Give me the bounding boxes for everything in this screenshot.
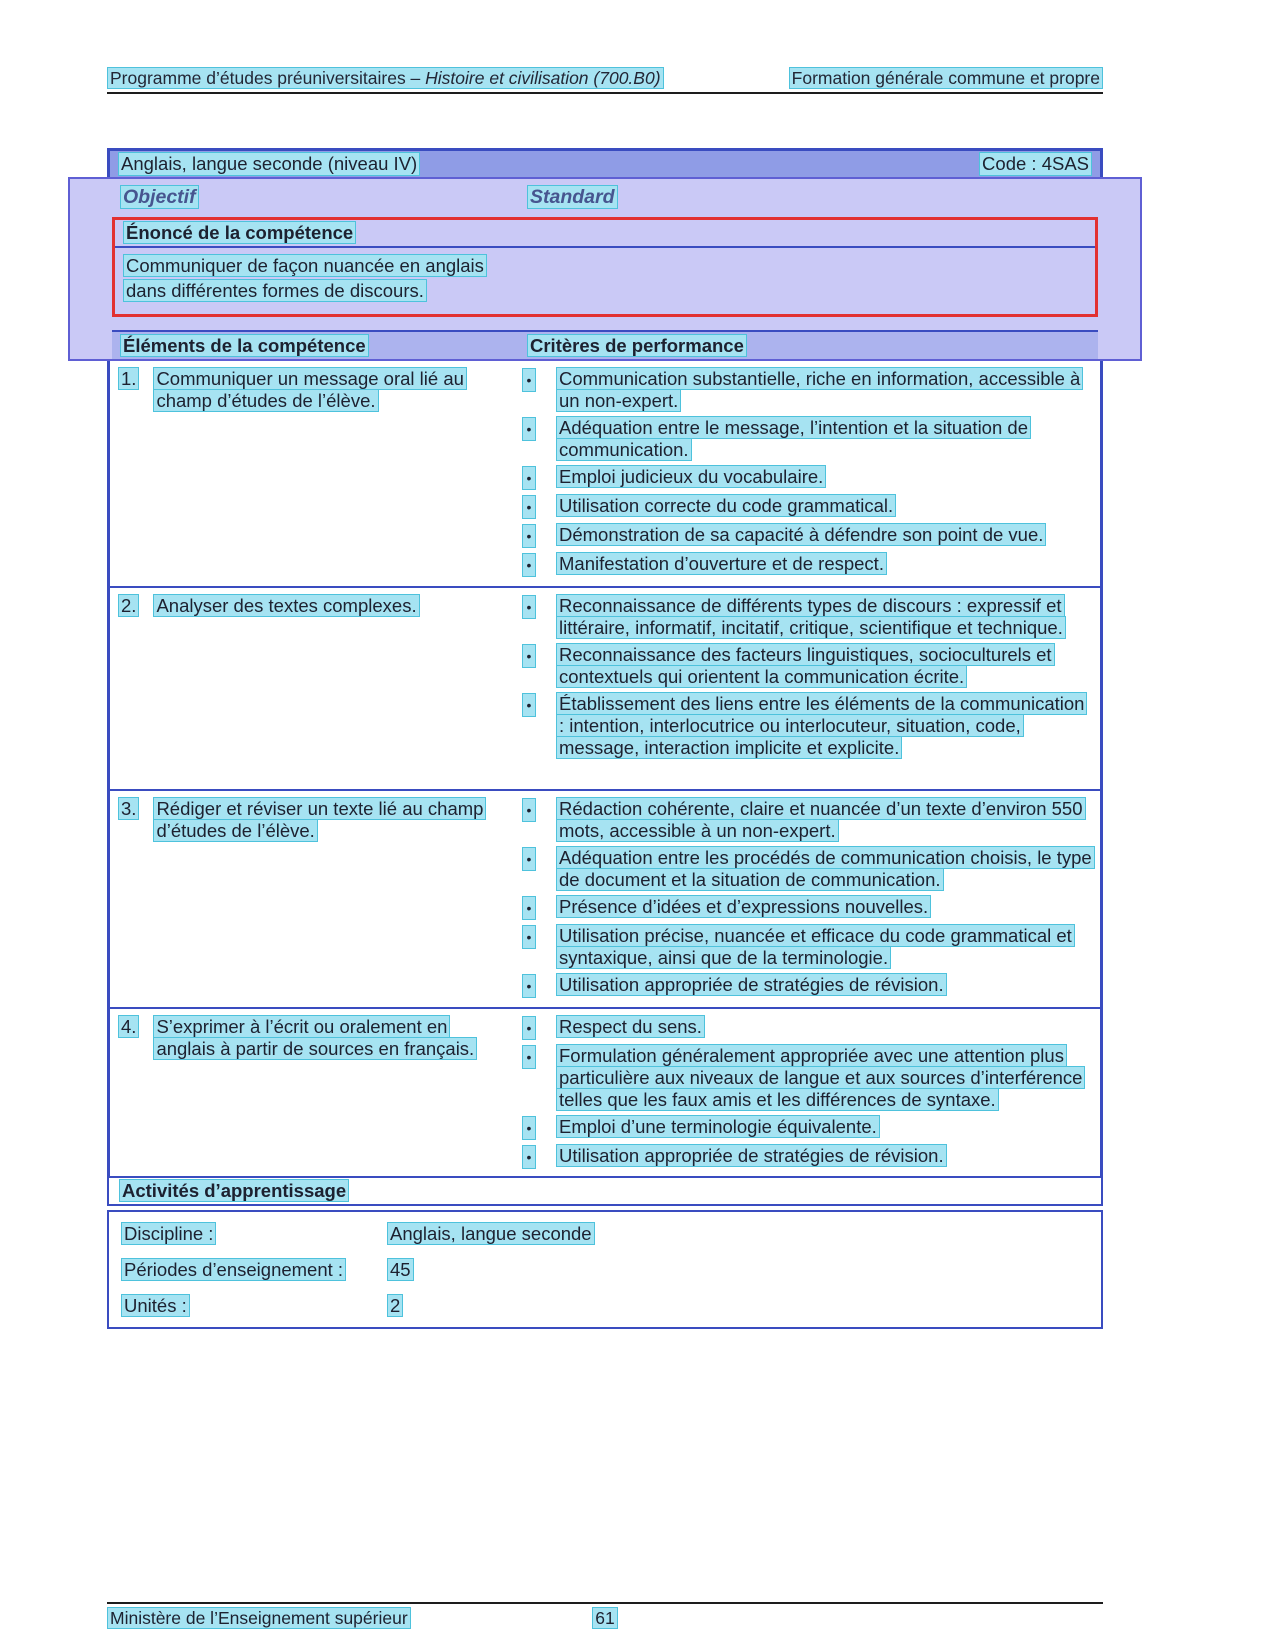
element-number: 3. — [118, 797, 139, 820]
element-cell — [110, 1016, 516, 1186]
criterion-text: Présence d’idées et d’expressions nouvelles. — [556, 895, 931, 918]
footer-text: Ministère de l’Enseignement supérieur — [107, 1607, 411, 1629]
bullet-icon: • — [522, 974, 536, 998]
page-number: 61 — [107, 1607, 1103, 1629]
activity-field-row — [121, 1259, 1089, 1281]
bullet-icon: • — [522, 466, 536, 490]
criterion-item — [516, 644, 1094, 688]
header-rule — [107, 92, 1103, 94]
bullet-icon: • — [522, 1016, 536, 1040]
footer-rule — [107, 1602, 1103, 1604]
standard-label: Standard — [527, 185, 618, 209]
enonce-body — [115, 248, 1095, 314]
objectif-label: Objectif — [120, 185, 199, 209]
criterion-text: Rédaction cohérente, claire et nuancée d’un texte d’environ 550 mots, accessible à un non-expert. — [556, 797, 1086, 842]
criterion-text: Emploi judicieux du vocabulaire. — [556, 465, 826, 488]
field-label: Discipline : — [121, 1222, 216, 1245]
activity-field-row — [121, 1223, 1089, 1245]
element-number: 4. — [118, 1015, 139, 1038]
field-value: 2 — [387, 1294, 403, 1317]
elements-header-cell — [120, 335, 527, 356]
enonce-box — [112, 217, 1098, 317]
bullet-icon: • — [522, 798, 536, 822]
activity-field-row — [121, 1295, 1089, 1317]
column-header-row — [112, 330, 1098, 359]
criterion-item — [516, 798, 1094, 842]
criterion-item — [516, 417, 1094, 461]
criterion-text: Reconnaissance de différents types de discours : expressif et littéraire, informatif, incitatif, critique, scientifique et technique. — [556, 594, 1066, 639]
bullet-icon: • — [522, 495, 536, 519]
enonce-title-row — [115, 220, 1095, 248]
competence-table — [107, 148, 1103, 1193]
page-header — [107, 67, 1103, 89]
header-right-text — [789, 67, 1103, 89]
criterion-text: Manifestation d’ouverture et de respect. — [556, 552, 887, 575]
bullet-icon: • — [522, 896, 536, 920]
bullet-icon: • — [522, 524, 536, 548]
criterion-text: Utilisation appropriée de stratégies de révision. — [556, 1144, 947, 1167]
course-code: Code : 4SAS — [979, 152, 1092, 176]
standard-cell — [527, 186, 618, 208]
formation-label: Formation générale commune et propre — [789, 67, 1103, 89]
activities-title-box — [107, 1176, 1103, 1206]
header-left-text — [107, 67, 664, 89]
criteria-cell — [516, 595, 1100, 785]
criterion-item — [516, 553, 1094, 577]
element-text: Rédiger et réviser un texte lié au champ d’études de l’élève. — [153, 797, 486, 842]
field-value: Anglais, langue seconde — [387, 1222, 595, 1245]
enonce-title: Énoncé de la compétence — [123, 221, 356, 244]
criterion-text: Formulation généralement appropriée avec une attention plus particulière aux niveaux de langue et aux sources d’interférence telles que les faux amis et les différences de syntaxe. — [556, 1044, 1085, 1111]
objectif-standard-row — [112, 184, 1098, 210]
criterion-item — [516, 693, 1094, 759]
criteres-header: Critères de performance — [527, 334, 747, 357]
bullet-icon: • — [522, 595, 536, 619]
criterion-item — [516, 466, 1094, 490]
criterion-item — [516, 368, 1094, 412]
element-cell — [110, 368, 516, 582]
field-label: Périodes d’enseignement : — [121, 1258, 346, 1281]
criteria-cell — [516, 368, 1100, 582]
criterion-item — [516, 1145, 1094, 1169]
bullet-icon: • — [522, 417, 536, 441]
criterion-text: Adéquation entre le message, l’intention et la situation de communication. — [556, 416, 1031, 461]
criterion-item — [516, 896, 1094, 920]
criterion-text: Utilisation appropriée de stratégies de révision. — [556, 973, 947, 996]
activities-title: Activités d’apprentissage — [119, 1179, 349, 1202]
criterion-item — [516, 1116, 1094, 1140]
element-text: Communiquer un message oral lié au champ d’études de l’élève. — [153, 367, 466, 412]
enonce-line: Communiquer de façon nuancée en anglais — [123, 255, 1087, 277]
bullet-icon: • — [522, 1145, 536, 1169]
element-text: Analyser des textes complexes. — [153, 594, 419, 617]
criterion-text: Emploi d’une terminologie équivalente. — [556, 1115, 880, 1138]
course-title-row — [110, 151, 1100, 177]
criterion-text: Adéquation entre les procédés de communication choisis, le type de document et la situation de communication. — [556, 846, 1095, 891]
program-title: Programme d’études préuniversitaires – — [110, 68, 426, 88]
bullet-icon: • — [522, 693, 536, 717]
bullet-icon: • — [522, 847, 536, 871]
program-title-italic: Histoire et civilisation (700.B0) — [425, 68, 661, 88]
field-label: Unités : — [121, 1294, 190, 1317]
criteres-header-cell — [527, 335, 747, 356]
competence-row — [110, 588, 1100, 791]
criterion-item — [516, 974, 1094, 998]
annotation-overlay — [68, 177, 1142, 361]
criterion-text: Utilisation correcte du code grammatical. — [556, 494, 896, 517]
bullet-icon: • — [522, 1116, 536, 1140]
criterion-item — [516, 1045, 1094, 1111]
criterion-item — [516, 495, 1094, 519]
element-cell — [110, 798, 516, 1003]
enonce-line: dans différentes formes de discours. — [123, 280, 1087, 302]
criterion-item — [516, 1016, 1094, 1040]
criterion-item — [516, 847, 1094, 891]
bullet-icon: • — [522, 368, 536, 392]
field-value: 45 — [387, 1258, 414, 1281]
criterion-text: Établissement des liens entre les éléments de la communication : intention, interlocutrice ou interlocuteur, situation, code, message, interaction implicite et explicite. — [556, 692, 1087, 759]
criteria-cell — [516, 1016, 1100, 1186]
criterion-item — [516, 524, 1094, 548]
competence-row — [110, 791, 1100, 1009]
elements-header: Éléments de la compétence — [120, 334, 369, 357]
bullet-icon: • — [522, 1045, 536, 1069]
criterion-item — [516, 925, 1094, 969]
objectif-cell — [120, 186, 527, 208]
criterion-text: Communication substantielle, riche en information, accessible à un non-expert. — [556, 367, 1083, 412]
activities-fields-box — [107, 1210, 1103, 1329]
criterion-text: Utilisation précise, nuancée et efficace du code grammatical et syntaxique, ainsi que de la terminologie. — [556, 924, 1075, 969]
element-number: 1. — [118, 367, 139, 390]
criterion-text: Respect du sens. — [556, 1015, 705, 1038]
bullet-icon: • — [522, 925, 536, 949]
competence-row — [110, 1009, 1100, 1190]
element-number: 2. — [118, 594, 139, 617]
bullet-icon: • — [522, 553, 536, 577]
course-title: Anglais, langue seconde (niveau IV) — [118, 152, 420, 176]
criterion-text: Démonstration de sa capacité à défendre son point de vue. — [556, 523, 1046, 546]
competence-row — [110, 361, 1100, 588]
criterion-text: Reconnaissance des facteurs linguistiques, socioculturels et contextuels qui orientent la communication écrite. — [556, 643, 1055, 688]
element-text: S’exprimer à l’écrit ou oralement en anglais à partir de sources en français. — [153, 1015, 477, 1060]
bullet-icon: • — [522, 644, 536, 668]
element-cell — [110, 595, 516, 785]
criteria-cell — [516, 798, 1100, 1003]
criterion-item — [516, 595, 1094, 639]
